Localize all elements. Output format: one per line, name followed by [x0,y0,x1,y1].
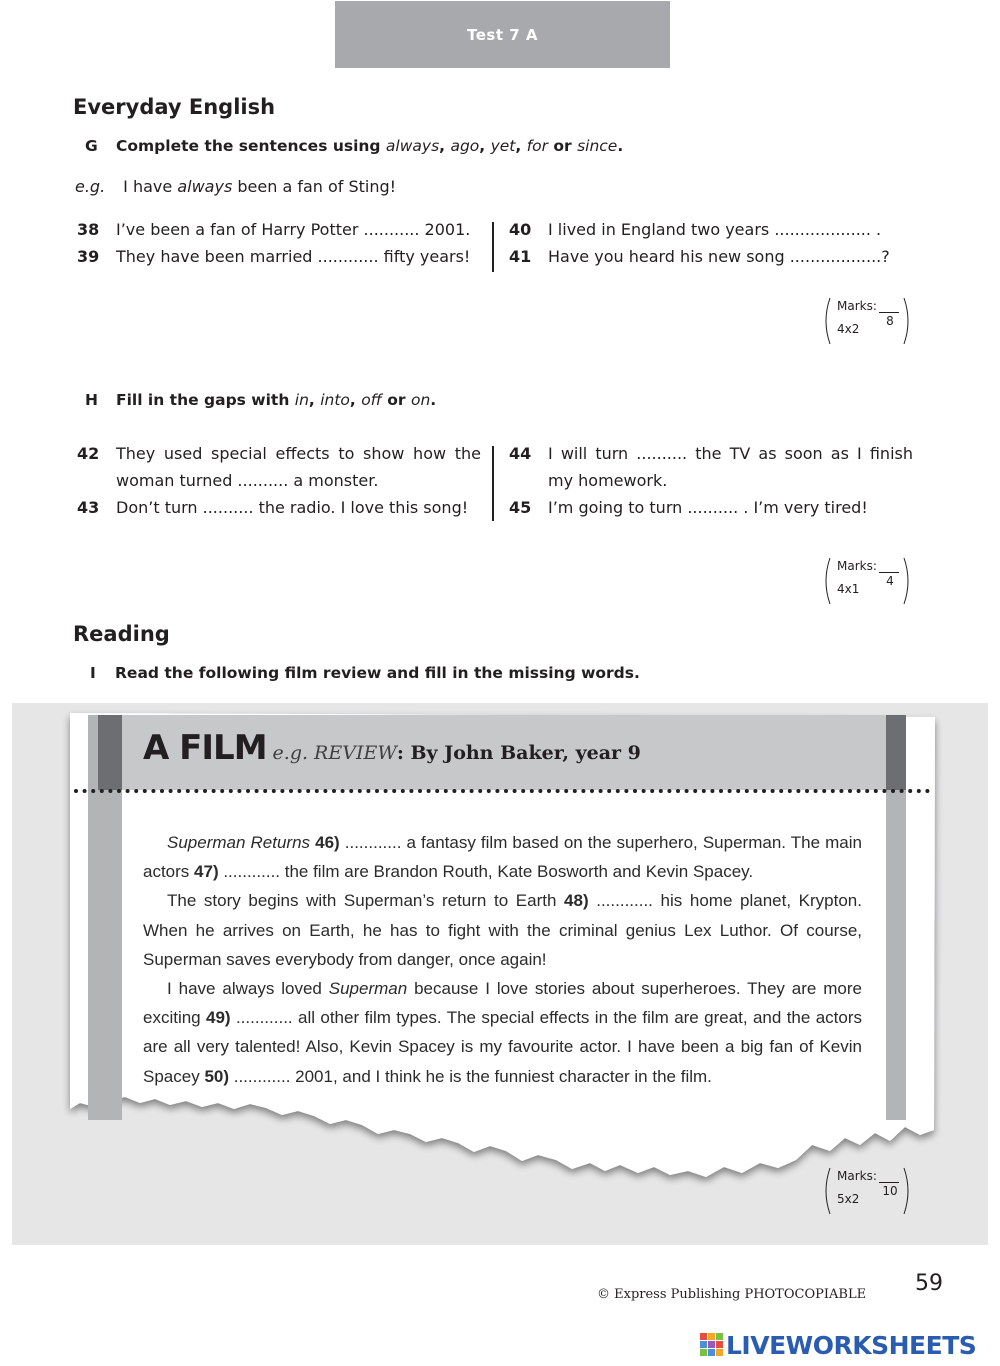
dotted-divider [72,784,934,798]
liveworksheets-logo-icon [700,1333,724,1357]
task-g-instruction: G Complete the sentences using always, ago, yet, for or since. [85,137,624,155]
items-38-39 [77,216,487,276]
liveworksheets-logo[interactable] [700,1330,976,1360]
example-label: e.g. [75,177,106,196]
film-review-text [143,828,862,1091]
marks-box-i: Marks: 10 5x2 [822,1166,912,1216]
film-review-title: A FILM e.g. REVIEW: By John Baker, year 9 [143,728,641,768]
example-sentence: e.g. I have always been a fan of Sting! [75,177,397,196]
review-paragraph: I have always loved Superman because I love stories about superheroes. They are more exciting 49) ............ all other film types. The special effects in the film are great, and the actors are all very talented! Also, Kevin Spacey is my favourite actor. I have been a big fan of Kevin Spacey 50) ............ 2001, and I think he is the funniest character in the film. [143,979,862,1086]
task-letter: I [90,664,96,682]
test-title: Test 7 A [466,25,538,44]
liveworksheets-logo-text: LIVEWORKSHEETS [726,1330,977,1360]
task-letter: G [85,137,98,155]
list-item: 42 They used special effects to show how the woman turned .......... a monster. [77,444,481,490]
column-divider [492,446,494,521]
review-paragraph: The story begins with Superman’s return to Earth 48) ............ his home planet, Krypton. When he arrives on Earth, he has to fight with the criminal genius Lex Luthor. Of course, Superman saves everybody from danger, once again! [143,891,862,969]
items-40-41 [509,216,929,276]
marks-box-g: Marks: 8 4x2 [822,296,912,346]
items-42-43 [77,440,487,525]
list-item: 45 I’m going to turn .......... . I’m very tired! [509,498,868,517]
task-letter: H [85,391,98,409]
test-header [335,1,670,68]
list-item: 44 I will turn .......... the TV as soon as I finish my homework. [509,444,913,490]
marks-box-h: Marks: 4 4x1 [822,556,912,606]
list-item: 41 Have you heard his new song ..................? [509,247,890,266]
list-item: 39 They have been married ............ fifty years! [77,247,471,266]
list-item: 40 I lived in England two years ................... . [509,220,882,239]
copyright-notice: © Express Publishing PHOTOCOPIABLE [597,1287,867,1302]
task-h-instruction: H Fill in the gaps with in, into, off or on. [85,391,437,409]
task-i-instruction: I Read the following film review and fill in the missing words. [90,664,640,682]
section-title-reading: Reading [73,622,170,646]
list-item: 43 Don’t turn .......... the radio. I love this song! [77,498,469,517]
list-item: 38 I’ve been a fan of Harry Potter ........... 2001. [77,220,471,239]
section-title-everyday-english: Everyday English [73,95,276,119]
items-44-45 [509,440,919,525]
review-paragraph: Superman Returns 46) ............ a fantasy film based on the superhero, Superman. The main actors 47) ............ the film are Brandon Routh, Kate Bosworth and Kevin Spacey. [143,833,862,882]
page-number: 59 [915,1271,943,1296]
column-divider [492,222,494,272]
